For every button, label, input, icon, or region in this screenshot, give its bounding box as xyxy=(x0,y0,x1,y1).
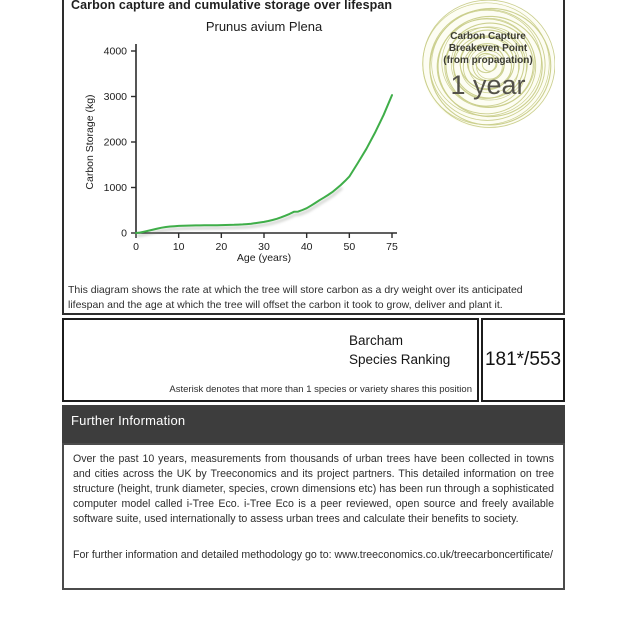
svg-text:0: 0 xyxy=(133,241,139,253)
further-information-header xyxy=(62,405,565,443)
methodology-link-line: For further information and detailed methodology go to: www.treeconomics.co.uk/treecarboncertificate/ xyxy=(73,549,553,561)
badge-line-3: (from propagation) xyxy=(443,55,533,66)
breakeven-badge xyxy=(421,0,555,131)
ranking-label xyxy=(349,331,450,369)
svg-text:4000: 4000 xyxy=(103,45,127,58)
svg-text:3000: 3000 xyxy=(103,91,127,103)
further-information-body xyxy=(62,443,565,590)
ranking-value: 181*/553 xyxy=(484,349,562,370)
svg-text:50: 50 xyxy=(343,241,356,253)
x-axis-label: Age (years) xyxy=(236,252,292,264)
svg-text:2000: 2000 xyxy=(103,136,127,149)
badge-line-2: Breakeven Point xyxy=(448,43,528,54)
chart-description: This diagram shows the rate at which the tree will store carbon as a dry weight over its anticipated lifespan and the age at which the tree will offset the carbon it took to grow, deliver and plant it. xyxy=(68,284,523,311)
further-information-title: Further Information xyxy=(71,413,186,428)
ranking-org: Barcham xyxy=(349,333,404,348)
species-ranking-box xyxy=(62,318,479,402)
svg-text:10: 10 xyxy=(172,241,185,253)
svg-text:1000: 1000 xyxy=(103,182,127,194)
ranking-value-box xyxy=(481,318,565,402)
svg-text:30: 30 xyxy=(258,241,270,253)
svg-text:40: 40 xyxy=(300,241,313,253)
y-axis-label: Carbon Storage (kg) xyxy=(84,94,96,190)
chart-title: Prunus avium Plena xyxy=(205,19,323,34)
svg-text:75: 75 xyxy=(386,241,398,253)
section-title: Carbon capture and cumulative storage over lifespan xyxy=(71,0,393,12)
ranking-title: Species Ranking xyxy=(349,352,451,367)
carbon-storage-chart xyxy=(75,8,405,273)
further-information-paragraph: Over the past 10 years, measurements from thousands of urban trees have been collected in towns and cities across the UK by Treeconomics and its project partners. This detailed information on tree structure (height, trunk diameter, species, crown dimensions etc) has been run through a sophisticated computer model called i-Tree Eco. i-Tree Eco is a peer reviewed, open source and freely available software suite, used internationally to assess urban trees and calculate their benefits to society. xyxy=(73,453,554,525)
svg-text:20: 20 xyxy=(215,241,228,253)
asterisk-note: Asterisk denotes that more than 1 species or variety shares this position xyxy=(169,384,472,395)
badge-line-1: Carbon Capture xyxy=(450,31,526,42)
svg-text:0: 0 xyxy=(121,227,127,240)
breakeven-value: 1 year xyxy=(450,70,526,100)
